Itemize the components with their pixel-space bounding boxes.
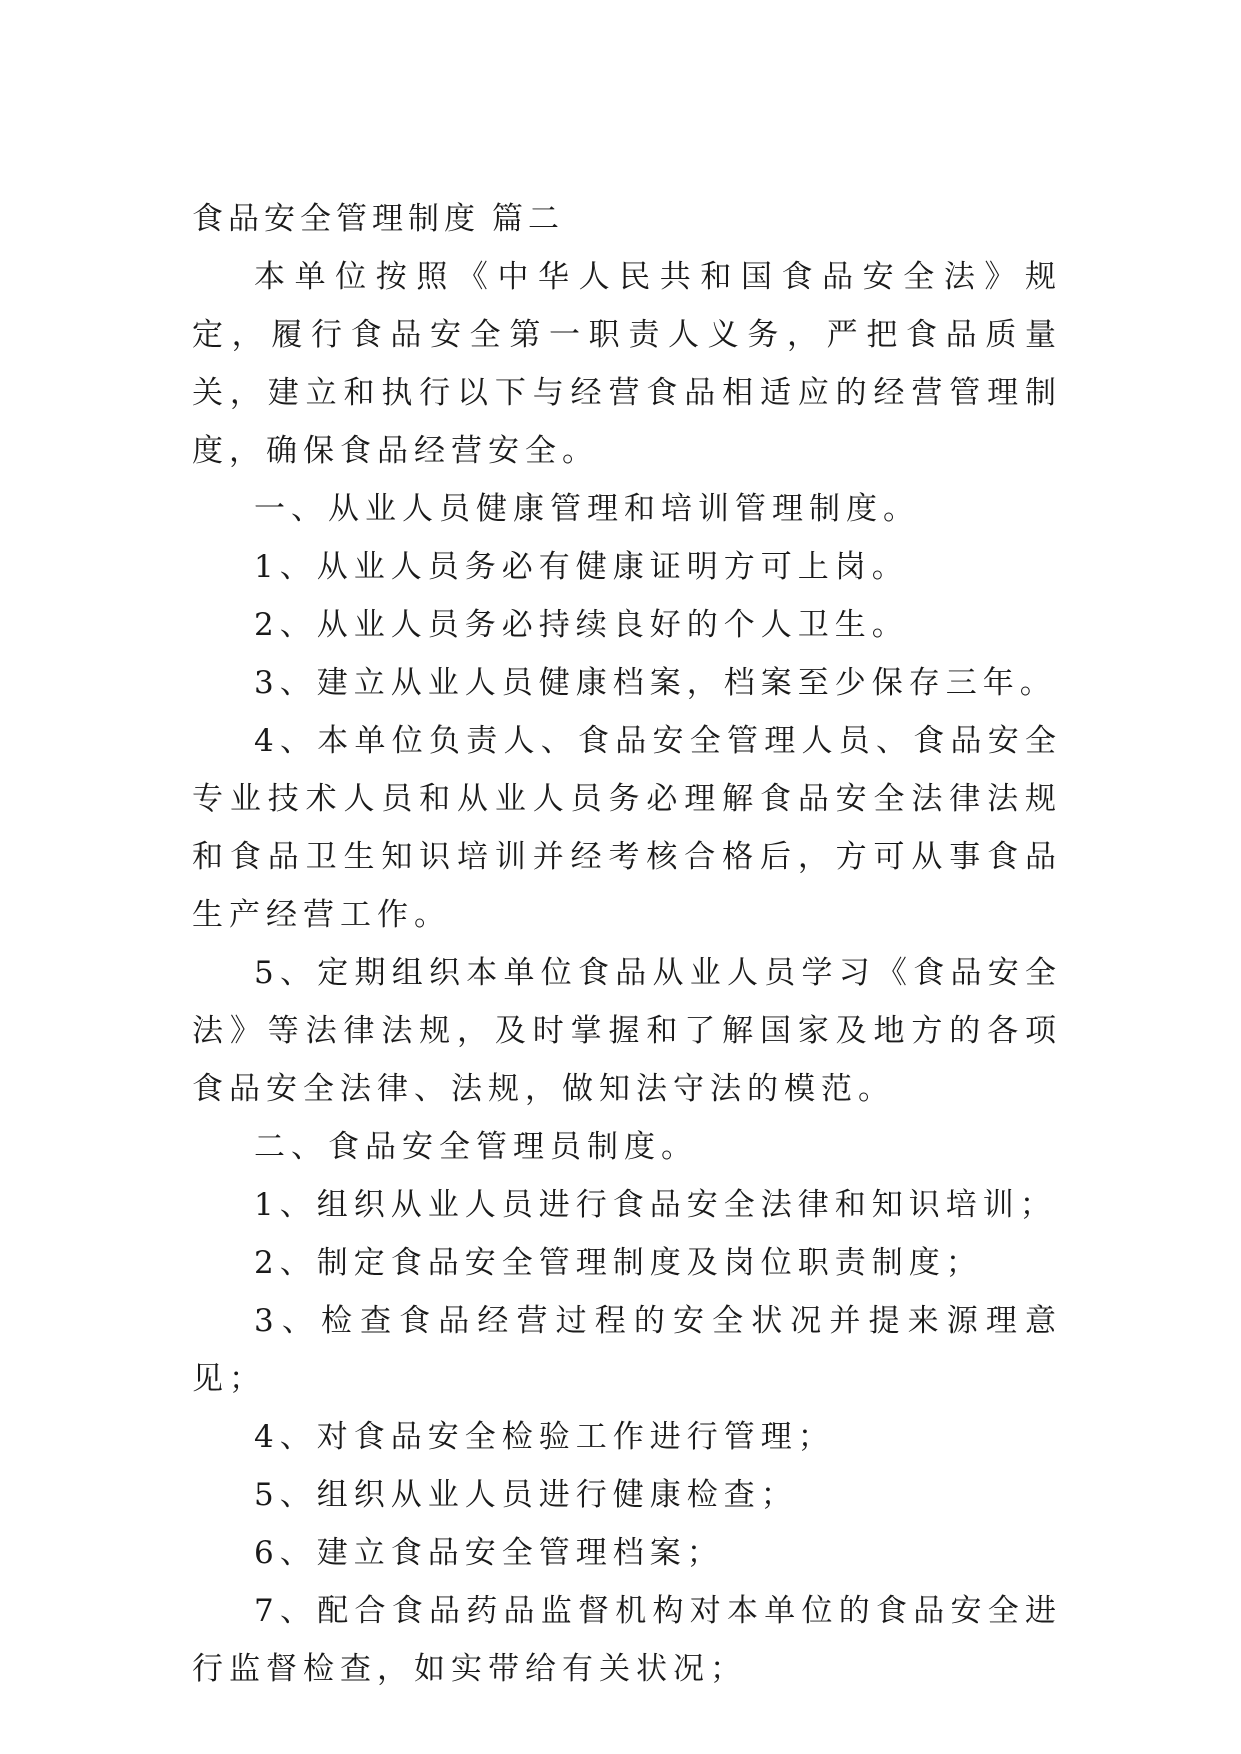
list-item: 7、配合食品药品监督机构对本单位的食品安全进行监督检查，如实带给有关状况； bbox=[192, 1593, 1062, 1687]
intro-paragraph: 本单位按照《中华人民共和国食品安全法》规定，履行食品安全第一职责人义务，严把食品质量关，建立和执行以下与经营食品相适应的经营管理制度，确保食品经营安全。 bbox=[192, 259, 1062, 469]
title-main: 食品安全管理制度 bbox=[192, 201, 480, 237]
list-item: 2、从业人员务必持续良好的个人卫生。 bbox=[254, 607, 909, 643]
list-item: 1、组织从业人员进行食品安全法律和知识培训； bbox=[254, 1187, 1057, 1223]
list-item: 5、组织从业人员进行健康检查； bbox=[254, 1477, 798, 1513]
section-heading-1: 一、从业人员健康管理和培训管理制度。 bbox=[254, 491, 920, 527]
list-item: 3、检查食品经营过程的安全状况并提来源理意见； bbox=[192, 1303, 1062, 1397]
list-item: 3、建立从业人员健康档案，档案至少保存三年。 bbox=[254, 665, 1057, 701]
list-item: 2、制定食品安全管理制度及岗位职责制度； bbox=[254, 1245, 983, 1281]
list-item: 4、对食品安全检验工作进行管理； bbox=[254, 1419, 835, 1455]
section-heading-2: 二、食品安全管理员制度。 bbox=[254, 1129, 698, 1165]
document-title bbox=[192, 190, 1062, 248]
list-item: 5、定期组织本单位食品从业人员学习《食品安全法》等法律法规，及时掌握和了解国家及地方的各项食品安全法律、法规，做知法守法的模范。 bbox=[192, 955, 1062, 1107]
list-item: 4、本单位负责人、食品安全管理人员、食品安全专业技术人员和从业人员务必理解食品安全法律法规和食品卫生知识培训并经考核合格后，方可从事食品生产经营工作。 bbox=[192, 723, 1062, 933]
document-body bbox=[192, 190, 1062, 1698]
title-part: 篇二 bbox=[492, 201, 564, 237]
list-item: 6、建立食品安全管理档案； bbox=[254, 1535, 724, 1571]
list-item: 1、从业人员务必有健康证明方可上岗。 bbox=[254, 549, 909, 585]
